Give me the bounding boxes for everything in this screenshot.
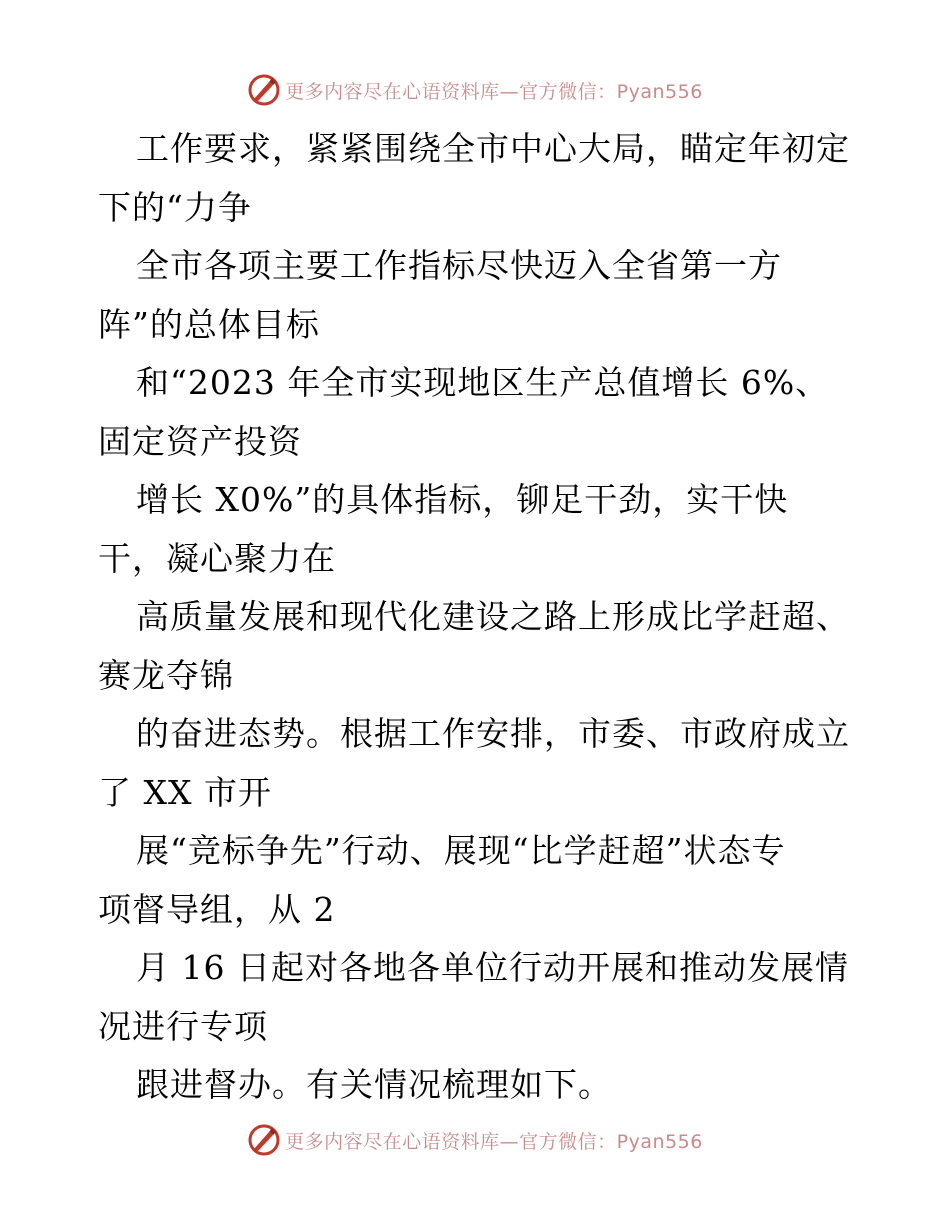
text-line: 和“2023 年全市实现地区生产总值增长 6%、	[136, 363, 830, 402]
text-line: 阵”的总体目标	[98, 304, 320, 344]
text-line: 赛龙夺锦	[98, 655, 234, 695]
text-line: 干，凝心聚力在	[98, 538, 336, 578]
text-line: 全市各项主要工作指标尽快迈入全省第一方	[136, 246, 782, 285]
text-line: 况进行专项	[98, 1006, 268, 1046]
text-line: 展“竞标争先”行动、展现“比学赶超”状态专	[136, 831, 786, 870]
footer-watermark-banner	[0, 1120, 950, 1160]
text-line: 固定资产投资	[98, 421, 302, 461]
text-line: 项督导组，从 2	[98, 889, 336, 929]
header-watermark-banner	[0, 70, 950, 110]
pen-logo-icon	[247, 73, 281, 107]
text-line: 的奋进态势。根据工作安排，市委、市政府成立	[136, 714, 850, 753]
document-body	[98, 120, 858, 1115]
text-line: 下的“力争	[98, 187, 252, 227]
text-line: 高质量发展和现代化建设之路上形成比学赶超、	[136, 597, 850, 636]
text-line: 月 16 日起对各地各单位行动开展和推动发展情	[136, 948, 849, 987]
footer-watermark-text: 更多内容尽在心语资料库—官方微信：Pyan556	[285, 1130, 703, 1153]
text-line: 了 XX 市开	[98, 772, 272, 812]
header-watermark-text: 更多内容尽在心语资料库—官方微信：Pyan556	[285, 80, 703, 103]
text-line: 工作要求，紧紧围绕全市中心大局，瞄定年初定	[136, 129, 850, 168]
pen-logo-icon	[247, 1123, 281, 1157]
text-line: 增长 X0%”的具体指标，铆足干劲，实干快	[136, 480, 789, 519]
text-line: 跟进督办。有关情况梳理如下。	[136, 1065, 612, 1104]
